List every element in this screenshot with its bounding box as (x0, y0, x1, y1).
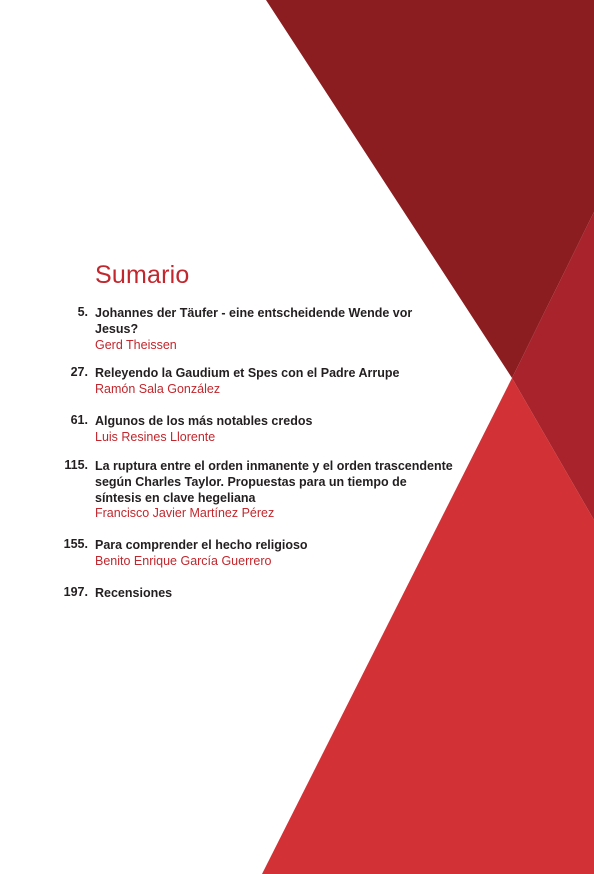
page-title: Sumario (95, 261, 190, 289)
entry-author: Ramón Sala González (95, 382, 221, 396)
entry-author: Francisco Javier Martínez Pérez (95, 506, 275, 520)
entry-author: Luis Resines Llorente (95, 430, 216, 444)
entry-title (95, 365, 400, 381)
entry-title-line: Recensiones (95, 586, 173, 600)
entry-page-number: 61. (70, 413, 88, 427)
entry-author: Benito Enrique García Guerrero (95, 554, 272, 568)
entry-page-number: 5. (77, 305, 88, 319)
entry-page-number: 115. (64, 458, 88, 472)
entry-title-line: Jesus? (95, 322, 139, 336)
entry-title-line: Algunos de los más notables credos (95, 414, 313, 428)
entry-page-number: 197. (63, 585, 88, 599)
entry-title (95, 413, 312, 429)
entry-page-number: 27. (70, 365, 88, 379)
entry-title-line: La ruptura entre el orden inmanente y el orden trascendente (95, 459, 453, 473)
entry-title (95, 305, 464, 337)
entry-title-line: según Charles Taylor. Propuestas para un tiempo de (95, 475, 407, 489)
entry-title (95, 458, 453, 506)
entry-title (95, 537, 308, 553)
entry-page-number: 155. (63, 537, 88, 551)
entry-title-line: síntesis en clave hegeliana (95, 491, 256, 505)
entry-title (95, 585, 172, 601)
entry-author: Gerd Theissen (95, 338, 177, 352)
entry-title-line: Johannes der Täufer - eine entscheidende Wende vor (95, 306, 413, 320)
entry-title-line: Para comprender el hecho religioso (95, 538, 308, 552)
entry-title-line: Releyendo la Gaudium et Spes con el Padre Arrupe (95, 366, 400, 380)
